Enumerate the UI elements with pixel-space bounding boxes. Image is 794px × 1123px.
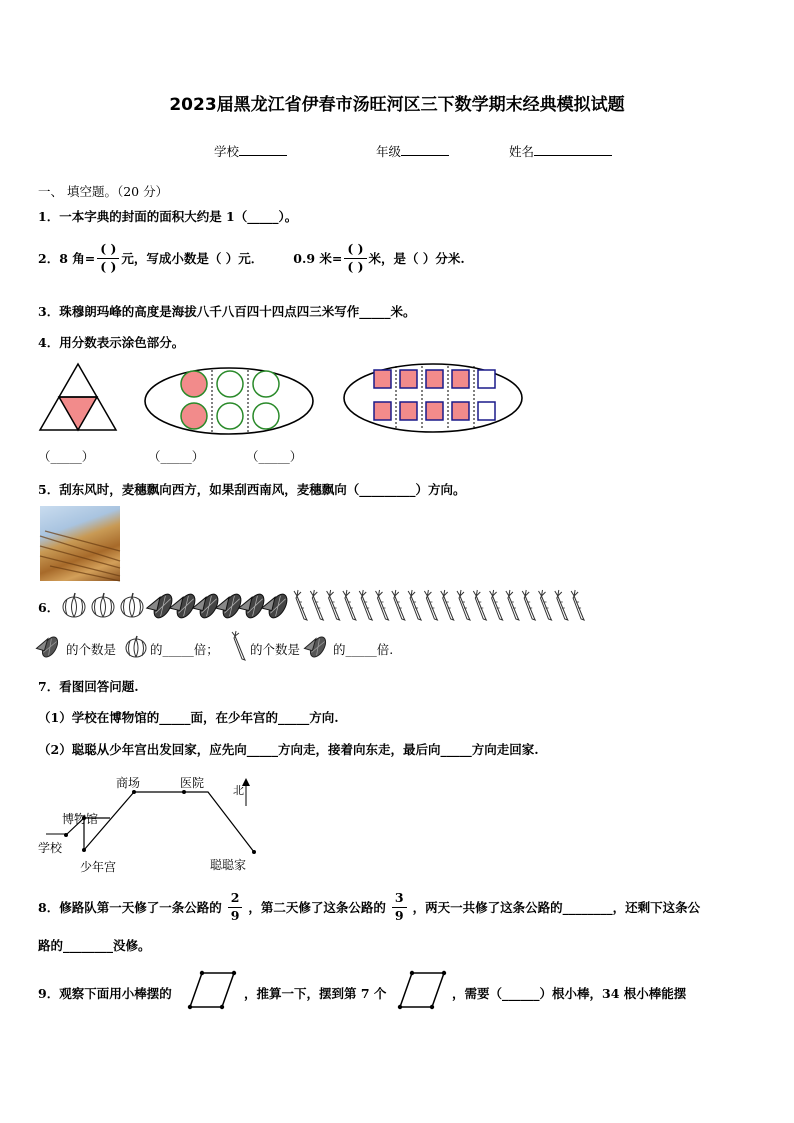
q6-icon-row bbox=[62, 590, 602, 622]
carrot-icon bbox=[392, 590, 405, 620]
question-8 bbox=[38, 892, 700, 922]
question-8-line2: 路的________没修。 bbox=[38, 938, 151, 953]
carrot-icon bbox=[490, 590, 503, 620]
q2-part2: 元，写成小数是（ ）元． bbox=[121, 251, 264, 266]
grade-field[interactable] bbox=[376, 142, 449, 160]
carrot-icon bbox=[441, 590, 454, 620]
section-heading: 一、 填空题。（20 分） bbox=[38, 184, 169, 199]
carrot-icon bbox=[327, 590, 340, 620]
frac-2-9-den: 9 bbox=[230, 907, 240, 923]
fraction-blank-2[interactable] bbox=[344, 243, 366, 273]
carrot-icon bbox=[506, 590, 519, 620]
q2-part1: 2．8 角= bbox=[38, 251, 96, 266]
q8-part2: ，第二天修了这条公路的 bbox=[248, 900, 386, 915]
grade-label: 年级 bbox=[376, 144, 402, 159]
q4-answer-blank-2[interactable]: （_____） bbox=[148, 449, 205, 464]
corn-icon bbox=[38, 634, 62, 660]
question-5: 5．刮东风时，麦穗飘向西方，如果刮西南风，麦穗飘向（_________）方向。 bbox=[38, 482, 466, 497]
carrot-icon bbox=[343, 590, 356, 620]
carrot-icon bbox=[539, 590, 552, 620]
q6-text-1: 的个数是 bbox=[66, 642, 117, 657]
q4-answer-blank-1[interactable]: （_____） bbox=[38, 449, 95, 464]
corn-icon-2 bbox=[306, 634, 330, 660]
pumpkin-icon bbox=[63, 593, 85, 617]
map-label-youth-palace: 少年宫 bbox=[80, 860, 117, 874]
school-field[interactable] bbox=[214, 142, 287, 160]
carrot-icon bbox=[473, 590, 486, 620]
question-4: 4．用分数表示涂色部分。 bbox=[38, 335, 185, 350]
grade-blank[interactable] bbox=[401, 143, 449, 156]
q6-text-3: 的个数是 bbox=[250, 642, 301, 657]
map-label-museum: 博物馆 bbox=[62, 812, 99, 826]
pumpkin-icon bbox=[124, 635, 148, 659]
fraction-2-9 bbox=[228, 892, 243, 922]
corn-icon bbox=[214, 588, 244, 621]
carrot-icon bbox=[571, 590, 584, 620]
q8-part3: ，两天一共修了这条公路的________，还剩下这条公 bbox=[412, 900, 701, 915]
map-label-mall: 商场 bbox=[116, 776, 141, 790]
pumpkin-icon bbox=[121, 593, 143, 617]
question-1: 1．一本字典的封面的面积大约是 1（_____）。 bbox=[38, 209, 298, 224]
map-label-north: 北 bbox=[233, 784, 244, 797]
frac-2-9-num: 2 bbox=[228, 892, 243, 908]
carrot-icon bbox=[310, 590, 323, 620]
map-label-home: 聪聪家 bbox=[210, 858, 247, 872]
question-7: 7．看图回答问题. bbox=[38, 679, 139, 694]
frac1-den: ( ) bbox=[100, 258, 117, 274]
question-3: 3．珠穆朗玛峰的高度是海拔八千八百四十四点四三米写作_____米。 bbox=[38, 304, 416, 319]
carrot-icon bbox=[424, 590, 437, 620]
fraction-3-9 bbox=[392, 892, 407, 922]
corn-icon bbox=[237, 588, 267, 621]
q4-answer-blank-3[interactable]: （_____） bbox=[246, 449, 303, 464]
school-label: 学校 bbox=[214, 144, 240, 159]
question-9-part2: ，推算一下，摆到第 7 个 bbox=[244, 986, 387, 1001]
carrot-icon bbox=[408, 590, 421, 620]
frac2-num: ( ) bbox=[344, 243, 366, 259]
parallelogram-stick-2 bbox=[396, 970, 448, 1010]
carrot-icon bbox=[457, 590, 470, 620]
pumpkin-icon bbox=[92, 593, 114, 617]
wheat-photo bbox=[40, 506, 120, 581]
carrot-icon bbox=[522, 590, 535, 620]
q8-part1: 8．修路队第一天修了一条公路的 bbox=[38, 900, 222, 915]
q2-part4: 米，是（ ）分米. bbox=[368, 251, 465, 266]
carrot-icon bbox=[359, 590, 372, 620]
name-label: 姓名 bbox=[509, 144, 535, 159]
corn-icon bbox=[191, 588, 221, 621]
q6-number: 6． bbox=[38, 600, 60, 615]
frac-3-9-den: 9 bbox=[394, 907, 404, 923]
squares-oval-figure bbox=[343, 362, 525, 434]
q6-text-4: 的_____倍. bbox=[333, 642, 394, 657]
corn-icon bbox=[145, 588, 175, 621]
name-blank[interactable] bbox=[534, 143, 612, 156]
q6-text-2: 的_____倍； bbox=[150, 642, 219, 657]
frac-3-9-num: 3 bbox=[392, 892, 407, 908]
corn-icon bbox=[260, 588, 290, 621]
carrot-icon bbox=[294, 590, 307, 620]
q2-part3: 0.9 米= bbox=[293, 251, 343, 266]
frac2-den: ( ) bbox=[347, 258, 364, 274]
question-7-2: （2）聪聪从少年宫出发回家，应先向_____方向走，接着向东走，最后向_____方向走回家. bbox=[38, 742, 539, 757]
circles-oval-figure bbox=[144, 366, 316, 438]
map-label-hospital: 医院 bbox=[180, 776, 205, 790]
name-field[interactable] bbox=[509, 142, 612, 160]
parallelogram-stick-1 bbox=[186, 970, 238, 1010]
corn-icon bbox=[168, 588, 198, 621]
fraction-blank-1[interactable] bbox=[97, 243, 119, 273]
triangle-figure bbox=[38, 362, 118, 432]
question-9-part3: ，需要（______）根小棒，34 根小棒能摆 bbox=[452, 986, 687, 1001]
carrot-icon bbox=[230, 632, 250, 662]
carrot-icon bbox=[376, 590, 389, 620]
page-title: 2023届黑龙江省伊春市汤旺河区三下数学期末经典模拟试题 bbox=[169, 95, 625, 115]
map-label-school: 学校 bbox=[38, 841, 63, 855]
frac1-num: ( ) bbox=[97, 243, 119, 259]
question-7-1: （1）学校在博物馆的_____面，在少年宫的_____方向. bbox=[38, 710, 339, 725]
question-2 bbox=[38, 243, 465, 273]
question-9-part1: 9．观察下面用小棒摆的 bbox=[38, 986, 172, 1001]
school-blank[interactable] bbox=[239, 143, 287, 156]
carrot-icon bbox=[555, 590, 568, 620]
